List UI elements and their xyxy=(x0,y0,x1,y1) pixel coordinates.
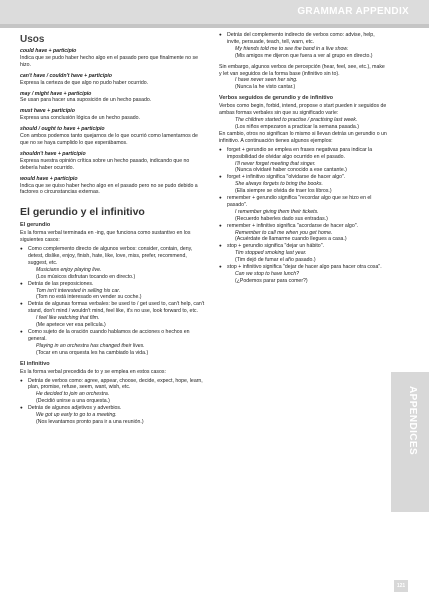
infinitivo-intro: Es la forma verbal precedida de to y se emplea en estos casos: xyxy=(20,368,166,375)
example: I feel like watching that film. xyxy=(36,315,100,322)
appendices-label xyxy=(400,386,422,496)
translation: (Mis amigos me dijeron que fuera a ver al grupo en directo.) xyxy=(235,52,373,59)
example: My friends told me to see the band in a live show. xyxy=(235,45,349,52)
example: He decided to join an orchestra. xyxy=(36,391,110,398)
translation: (Ella siempre se olvida de traer los libros.) xyxy=(235,188,332,195)
translation: (Los músicos disfrutan tocando en directo.) xyxy=(36,273,136,280)
translation: (Me apetece ver esa película.) xyxy=(36,322,106,329)
modal-description: Expresa una conclusión lógica de un hecho pasado. xyxy=(20,115,140,122)
modal-description: Indica que se quiso haber hecho algo en el pasado pero no se pudo debido a factores o circunstancias externas. xyxy=(20,182,198,196)
modal-form: could have + participio xyxy=(20,48,77,54)
modal-form: should / ought to have + participio xyxy=(20,126,105,133)
gerundio-point-2: ● Detrás de las preposiciones. xyxy=(20,281,205,288)
translation: (Nunca la he visto cantar.) xyxy=(235,84,296,91)
right-column xyxy=(219,30,387,285)
modal-form: can't have / couldn't have + participio xyxy=(20,72,112,79)
stop-infinitive: ● stop + infinitivo significa "dejar de hacer algo para hacer otra cosa". xyxy=(219,264,387,271)
translation: (Los niños empezaron a practicar la semana pasada.) xyxy=(235,123,359,130)
forget-gerund: ● forget + gerundio se emplea en frases negativas para indicar la imposibilidad de olvidar algo ocurrido en el pasado. xyxy=(219,147,387,161)
example: Remember to call me when you get home. xyxy=(235,229,333,236)
modal-description: Expresa nuestra opinión crítica sobre un hecho pasado, indicando que no debería haber ocurrido. xyxy=(20,157,190,171)
contrast-note: En cambio, otros no significan lo mismo si llevan detrás un gerundio o un infinitivo. A continuación tienes algunos ejemplos: xyxy=(219,130,387,144)
translation: (¿Podemos parar para comer?) xyxy=(235,277,308,284)
gerund-heading: El gerundio y el infinitivo xyxy=(20,206,145,219)
modal-description: Indica que se pudo haber hecho algo en el pasado pero que finalmente no se hizo. xyxy=(20,54,198,68)
remember-gerund: ● remember + gerundio significa "recordar algo que se hizo en el pasado". xyxy=(219,195,387,209)
example: We got up early to go to a meeting. xyxy=(36,412,117,419)
infinitivo-point-2: ● Detrás de algunos adjetivos y adverbios. xyxy=(20,405,205,412)
example: Musicians enjoy playing live. xyxy=(36,266,102,273)
gerundio-subheading: El gerundio xyxy=(20,222,51,229)
example: Can we stop to have lunch? xyxy=(235,271,300,277)
translation: (Acuérdate de llamarme cuando llegues a casa.) xyxy=(235,236,347,243)
appendices-text: APPENDICES xyxy=(407,386,418,456)
header-title: GRAMMAR APPENDIX xyxy=(297,6,409,17)
forget-infinitive: ● forget + infinitivo significa "olvidarse de hacer algo". xyxy=(219,174,387,181)
modal-description: Se usan para hacer una suposición de un hecho pasado. xyxy=(20,97,152,104)
remember-infinitive: ● remember + infinitivo significa "acordarse de hacer algo". xyxy=(219,223,387,230)
page-header xyxy=(0,0,429,24)
translation: (Tocar en una orquesta les ha cambiado la vida.) xyxy=(36,349,149,356)
infinitivo-point-3: ● Detrás del complemento indirecto de verbos como: advise, help, invite, persuade, teach, tell, warn, etc. xyxy=(219,32,387,46)
modal-description: Con ambos podemos tanto quejarnos de lo que ocurrió como lamentarnos de que no se haya cumplido lo que esperábamos. xyxy=(20,133,198,146)
usos-heading: Usos xyxy=(20,34,45,45)
left-column xyxy=(20,30,205,426)
modal-form: would have + participio xyxy=(20,175,78,182)
example: I have never seen her sing. xyxy=(235,77,298,84)
gerundio-point-3: ● Detrás de algunas formas verbales: be used to / get used to, can't help, can't stand, don't mind / wouldn't mind, feel like, it's no use, look forward to, etc. xyxy=(20,301,205,315)
infinitivo-point-1: ● Detrás de verbos como: agree, appear, choose, decide, expect, hope, learn, plan, promise, refuse, seem, want, wish, etc. xyxy=(20,378,205,392)
modal-list xyxy=(20,48,205,200)
perception-verbs-note: Sin embargo, algunos verbos de percepción (hear, feel, see, etc.), make y let van seguidos de la forma base (infinitivo sin to). xyxy=(219,63,385,77)
modal-form: shouldn't have + participio xyxy=(20,150,86,157)
example: The children started to practise / practising last week. xyxy=(235,117,358,124)
translation: (Recuerdo haberles dado sus entradas.) xyxy=(235,215,328,222)
example: She always forgets to bring the books. xyxy=(235,181,323,188)
page-number: 121 xyxy=(394,580,408,592)
infinitivo-subheading: El infinitivo xyxy=(20,360,50,367)
gerundio-intro: Es la forma verbal terminada en -ing, que funciona como sustantivo en los siguientes casos: xyxy=(20,230,191,244)
example: Playing in an orchestra has changed their lives. xyxy=(36,342,145,349)
example: Tim stopped smoking last year. xyxy=(235,250,307,257)
verbos-subheading: Verbos seguidos de gerundio y de infinitivo xyxy=(219,95,333,102)
modal-description: Expresa la certeza de que algo no pudo haber ocurrido. xyxy=(20,79,149,86)
example: I remember giving them their tickets. xyxy=(235,208,319,215)
translation: (Tim dejó de fumar el año pasado.) xyxy=(235,257,316,264)
translation: (Nunca olvidaré haber conocido a ese cantante.) xyxy=(235,167,347,174)
translation: (Tom no está interesado en vender su coche.) xyxy=(36,294,142,301)
example: I'll never forget meeting that singer. xyxy=(235,160,316,167)
example: Tom isn't interested in selling his car. xyxy=(36,287,121,294)
modal-form: must have + participio xyxy=(20,108,75,115)
gerundio-point-4: ● Como sujeto de la oración cuando hablamos de acciones o hechos en general. xyxy=(20,329,205,343)
translation: (Nos levantamos pronto para ir a una reunión.) xyxy=(36,418,144,425)
gerundio-point-1: ● Como complemento directo de algunos verbos: consider, contain, deny, detest, dislike, enjoy, finish, hate, like, love, miss, prefer, recommend, suggest, etc. xyxy=(20,246,205,267)
modal-form: may / might have + participio xyxy=(20,90,92,97)
translation: (Decidió unirse a una orquesta.) xyxy=(36,398,110,405)
stop-gerund: ● stop + gerundio significa "dejar un hábito". xyxy=(219,243,387,250)
verbos-intro: Verbos como begin, forbid, intend, propose o start pueden ir seguidos de ambas formas verbales sin que su significado varíe: xyxy=(219,103,387,117)
header-divider xyxy=(0,24,429,28)
